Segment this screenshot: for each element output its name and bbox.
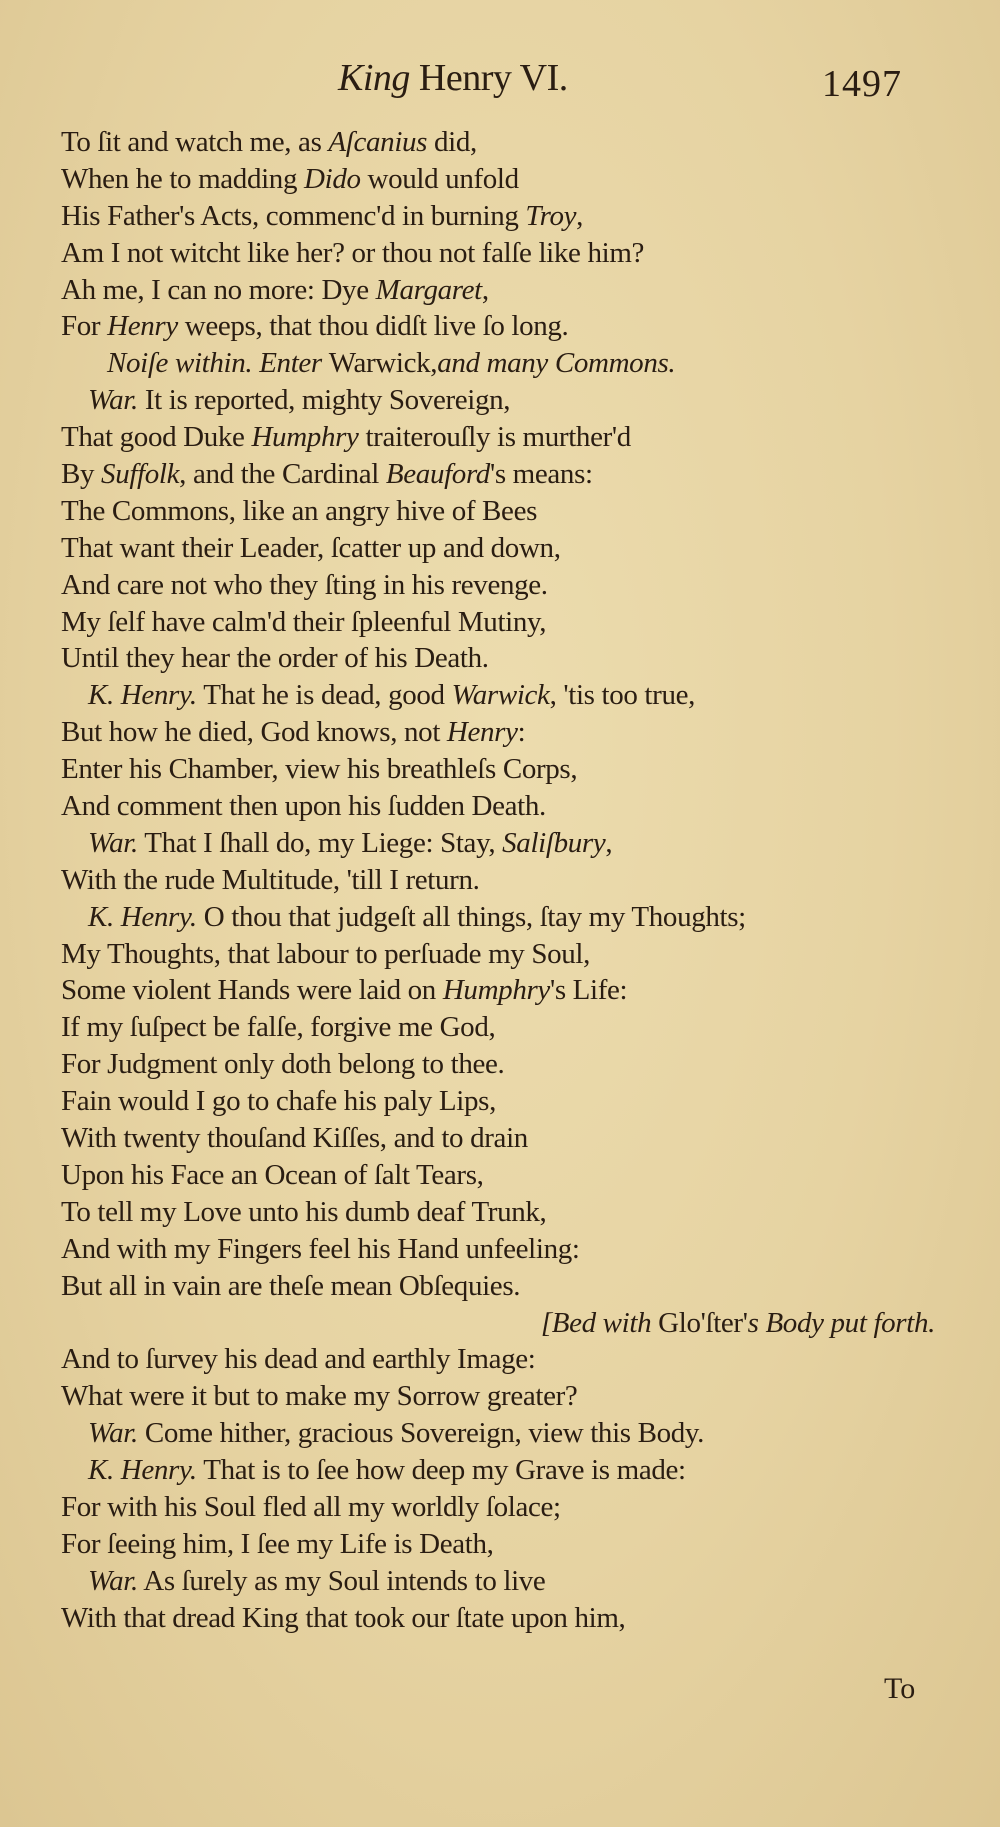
verse-line [61, 272, 941, 309]
italic-text: Beauford [385, 458, 490, 491]
verse-line [61, 1526, 941, 1563]
italic-text: Noiſe within. Enter [107, 347, 329, 380]
running-title-italic: King [338, 57, 410, 99]
verse-line [61, 1046, 941, 1083]
roman-text: For with his Soul fled all my worldly ſolace; [61, 1490, 561, 1523]
italic-text: Humphry [251, 421, 359, 454]
italic-text: [Bed with [540, 1306, 659, 1339]
roman-text: With the rude Multitude, 'till I return. [61, 863, 480, 896]
verse-line [61, 235, 941, 272]
roman-text: Until they hear the order of his Death. [61, 642, 489, 675]
italic-text: Suffolk [101, 458, 180, 491]
roman-text: And comment then upon his ſudden Death. [61, 790, 546, 823]
roman-text: If my ſuſpect be falſe, forgive me God, [61, 1011, 496, 1044]
verse-line [61, 124, 941, 161]
verse-line [61, 493, 941, 530]
verse-line [61, 161, 941, 198]
roman-text: , [576, 199, 584, 232]
roman-text: His Father's Acts, commenc'd in burning [61, 199, 526, 232]
verse-line [61, 640, 941, 677]
verse-line [61, 936, 941, 973]
italic-text: Dido [304, 162, 361, 195]
roman-text: Upon his Face an Ocean of ſalt Tears, [61, 1158, 484, 1191]
speech-line [61, 825, 941, 862]
verse-line [61, 308, 941, 345]
verse-line [61, 1489, 941, 1526]
roman-text: With twenty thouſand Kiſſes, and to drain [61, 1122, 528, 1155]
roman-text: , [605, 826, 613, 859]
roman-text: Some violent Hands were laid on [61, 974, 443, 1007]
speech-line [61, 1415, 941, 1452]
roman-text: Enter his Chamber, view his breathleſs Corps, [61, 753, 578, 786]
roman-text: Warwick, [328, 347, 438, 380]
roman-text: Fain would I go to chafe his paly Lips, [61, 1085, 496, 1118]
verse-line [61, 604, 941, 641]
roman-text: Am I not witcht like her? or thou not falſe like him? [61, 236, 645, 269]
roman-text: And with my Fingers feel his Hand unfeeling: [61, 1232, 580, 1265]
verse-line [61, 1378, 941, 1415]
roman-text: When he to madding [61, 162, 305, 195]
roman-text: would unfold [360, 162, 519, 195]
italic-text: War. [88, 1564, 138, 1597]
verse-line [61, 456, 941, 493]
roman-text: To ſit and watch me, as [61, 126, 329, 158]
roman-text: Come hither, gracious Sovereign, view this Body. [137, 1417, 705, 1450]
roman-text: Ah me, I can no more: Dye [61, 273, 376, 306]
verse-line [61, 1194, 941, 1231]
play-text [61, 124, 941, 1637]
roman-text: What were it but to make my Sorrow greater? [61, 1380, 578, 1413]
italic-text: Henry [107, 310, 178, 343]
speech-line [61, 382, 941, 419]
speech-line [61, 1563, 941, 1600]
verse-line [61, 530, 941, 567]
roman-text: That good Duke [61, 421, 252, 454]
roman-text: O thou that judgeſt all things, ſtay my Thoughts; [196, 900, 746, 933]
roman-text: For ſeeing him, I ſee my Life is Death, [61, 1527, 494, 1560]
running-header [0, 56, 1000, 106]
roman-text: did, [427, 126, 477, 158]
italic-text: War. [88, 1417, 138, 1450]
italic-text: and many Commons. [437, 347, 676, 380]
roman-text: But all in vain are theſe mean Obſequies. [61, 1269, 521, 1302]
verse-line [61, 1268, 941, 1305]
roman-text: , 'tis too true, [549, 679, 696, 712]
roman-text: My Thoughts, that labour to perſuade my Soul, [61, 937, 591, 970]
roman-text: : [517, 716, 526, 749]
roman-text: And to ſurvey his dead and earthly Image: [61, 1343, 536, 1376]
running-title-rest: Henry VI. [409, 57, 568, 99]
verse-line [61, 1120, 941, 1157]
speech-line [61, 899, 941, 936]
roman-text: It is reported, mighty Sovereign, [137, 384, 511, 417]
verse-line [61, 788, 941, 825]
roman-text: By [61, 458, 102, 491]
roman-text: For Judgment only doth belong to thee. [61, 1048, 505, 1081]
verse-line [61, 1600, 941, 1637]
verse-line [61, 862, 941, 899]
roman-text: To tell my Love unto his dumb deaf Trunk, [61, 1195, 547, 1228]
roman-text: That he is dead, good [196, 679, 452, 712]
roman-text: That want their Leader, ſcatter up and down, [61, 531, 561, 564]
italic-text: Troy [525, 199, 577, 232]
roman-text: With that dread King that took our ſtate upon him, [61, 1601, 626, 1634]
roman-text: , and the Cardinal [179, 458, 386, 491]
verse-line [61, 972, 941, 1009]
roman-text: For [61, 310, 108, 343]
roman-text: 's means: [489, 458, 593, 491]
roman-text: Glo'ſter' [658, 1306, 748, 1339]
roman-text: And care not who they ſting in his revenge. [61, 568, 548, 601]
roman-text: But how he died, God knows, not [61, 716, 447, 749]
speech-line [61, 1452, 941, 1489]
roman-text: My ſelf have calm'd their ſpleenful Mutiny, [61, 605, 547, 638]
roman-text: 's Life: [549, 974, 628, 1007]
roman-text: That is to ſee how deep my Grave is made: [196, 1454, 686, 1487]
verse-line [61, 1341, 941, 1378]
verse-line [61, 567, 941, 604]
italic-text: Margaret [375, 273, 482, 306]
verse-line [61, 1083, 941, 1120]
verse-line [61, 1009, 941, 1046]
speech-line [61, 677, 941, 714]
italic-text: Saliſbury [502, 826, 606, 859]
italic-text: K. Henry. [88, 679, 197, 712]
roman-text: That I ſhall do, my Liege: Stay, [137, 826, 503, 859]
roman-text: , [481, 273, 489, 306]
verse-line [61, 714, 941, 751]
roman-text: The Commons, like an angry hive of Bees [61, 494, 538, 527]
italic-text: Henry [446, 716, 518, 749]
italic-text: War. [88, 826, 138, 859]
italic-text: Aſcanius [328, 126, 428, 158]
italic-text: s Body put forth. [747, 1306, 935, 1339]
italic-text: K. Henry. [88, 1454, 197, 1487]
italic-text: K. Henry. [88, 900, 197, 933]
running-title [338, 56, 568, 100]
catchword: To [884, 1672, 916, 1705]
italic-text: Humphry [442, 974, 550, 1007]
roman-text: traiterouſly is murther'd [358, 421, 631, 454]
roman-text: weeps, that thou didſt live ſo long. [177, 310, 569, 343]
stage-direction [61, 345, 941, 382]
verse-line [61, 419, 941, 456]
roman-text: As ſurely as my Soul intends to live [137, 1564, 546, 1597]
verse-line [61, 1231, 941, 1268]
italic-text: War. [88, 384, 138, 417]
verse-line [61, 1157, 941, 1194]
page-number: 1497 [822, 63, 902, 105]
verse-line [61, 751, 941, 788]
italic-text: Warwick [451, 679, 550, 712]
verse-line [61, 198, 941, 235]
stage-direction [61, 1305, 941, 1342]
